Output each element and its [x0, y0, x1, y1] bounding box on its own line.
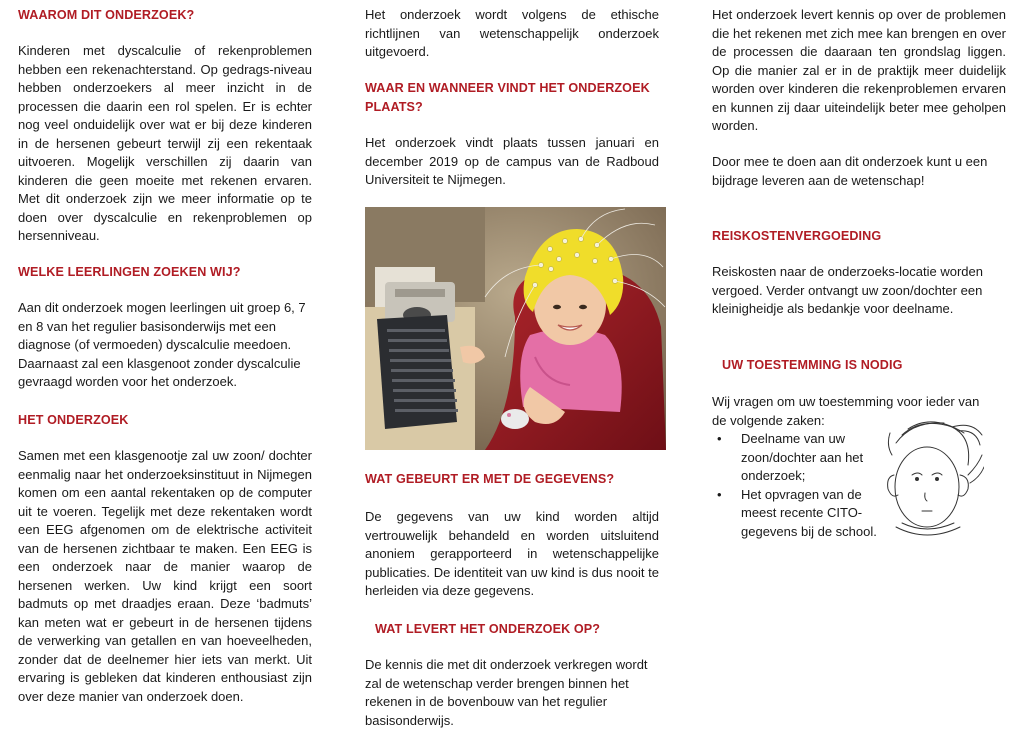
contribute-text-block — [712, 153, 1006, 190]
sketch-drawing — [872, 415, 984, 545]
paragraph-contribute: Door mee te doen aan dit onderzoek kunt u een bijdrage leveren aan de wetenschap! — [712, 154, 988, 188]
section-outcome — [375, 620, 669, 639]
section-travel — [712, 227, 1006, 246]
why-text-block — [18, 42, 312, 246]
paragraph-consent: Wij vragen om uw toestemming voor ieder van de volgende zaken: — [712, 394, 980, 428]
outcome-text-block — [365, 656, 659, 730]
knowledge-text-block — [712, 6, 1006, 136]
heading-outcome: WAT LEVERT HET ONDERZOEK OP? — [375, 622, 601, 636]
section-consent — [722, 356, 1016, 375]
section-where-when — [365, 79, 659, 116]
section-data — [365, 470, 659, 489]
travel-text-block — [712, 263, 1006, 319]
who-text-block — [18, 299, 312, 392]
where-text-block — [365, 134, 659, 190]
heading-the-research: HET ONDERZOEK — [18, 413, 129, 427]
paragraph-data: De gegevens van uw kind worden altijd vertrouwelijk behandeld en worden uitsluitend anoniem gerapporteerd in wetenschappelijke publicaties. De identiteit van uw kind is dus nooit te herleiden via deze gegevens. — [365, 509, 659, 598]
section-research — [18, 411, 312, 430]
paragraph-why-research: Kinderen met dyscalculie of rekenproblemen hebben een rekenachterstand. Op gedrags-niveau hebben onderzoekers al meer inzicht in de processen die daarin een rol spelen. Er is echter nog veel onduidelijk over wat er bij deze kinderen in de hersenen gebeurt terwijl zij een rekentaak uitvoeren. Mogelijk verschillen zij daarin van kinderen die geen moeite met rekenen ervaren. Met dit onderzoek zijn we meer informatie op te doen over dyscalculie en rekenproblemen op hersenniveau. — [18, 43, 312, 243]
data-text-block — [365, 508, 659, 601]
paragraph-which-students: Aan dit onderzoek mogen leerlingen uit groep 6, 7 en 8 van het regulier basisonderwijs met een diagnose (of vermoeden) dyscalculie meedoen. Daarnaast zal een klasgenoot zonder dyscalculie gevraagd worden voor het onderzoek. — [18, 300, 306, 389]
paragraph-travel-costs: Reiskosten naar de onderzoeks-locatie worden vergoed. Verder ontvangt uw zoon/dochter een kleinigheidje als bedankje voor deelname. — [712, 264, 983, 316]
eeg-photo-illustration — [365, 207, 666, 450]
heading-travel-costs: REISKOSTENVERGOEDING — [712, 229, 882, 243]
list-item: • Deelname van uw zoon/dochter aan het onderzoek; — [712, 430, 881, 486]
section-why — [18, 6, 312, 25]
paragraph-outcome: De kennis die met dit onderzoek verkregen wordt zal de wetenschap verder brengen binnen het rekenen in de bovenbouw van het regulier basisonderwijs. — [365, 657, 648, 728]
section-who — [18, 263, 312, 282]
paragraph-knowledge: Het onderzoek levert kennis op over de problemen die het rekenen met zich mee kan brengen en over de processen die daaraan ten grondslag liggen. Op die manier zal er in de praktijk meer duidelijk worden over kinderen die rekenproblemen ervaren en kunnen zij daar uiteindelijk beter mee geholpen worden. — [712, 7, 1006, 133]
heading-data: WAT GEBEURT ER MET DE GEGEVENS? — [365, 472, 615, 486]
photo-child-eeg-cap — [365, 207, 666, 450]
child-sketch-illustration — [872, 415, 984, 550]
paragraph-ethics: Het onderzoek wordt volgens de ethische richtlijnen van wetenschappelijk onderzoek uitgevoerd. — [365, 7, 659, 59]
heading-why-research: WAAROM DIT ONDERZOEK? — [18, 8, 195, 22]
heading-which-students: WELKE LEERLINGEN ZOEKEN WIJ? — [18, 265, 241, 279]
paragraph-the-research: Samen met een klasgenootje zal uw zoon/ dochter eenmalig naar het onderzoeksinstituut in Nijmegen komen om een aantal rekentaken op de computer uit te voeren. Tegelijk met deze rekentaken wordt een EEG afgenomen om de elektrische activiteit van de hersenen zichtbaar te maken. Een EEG is een onderzoek naar de manier waarop de hersenen werken. Uw kind krijgt een soort badmuts op met draadjes eraan. Deze ‘badmuts’ kan meten wat er gebeurt in de hersenen tijdens de verwerking van getallen en van hoeveelheden, zonder dat de deelnemer hier iets van merkt. Uit ervaring is gebleken dat kinderen enthousiast zijn over deze manier van onderzoek doen. — [18, 448, 312, 704]
paragraph-where-when: Het onderzoek vindt plaats tussen januari en december 2019 op de campus van de Radboud Universiteit te Nijmegen. — [365, 135, 659, 187]
heading-where-when: WAAR EN WANNEER VINDT HET ONDERZOEK PLAATS? — [365, 81, 650, 114]
research-text-block — [18, 447, 312, 706]
list-item: • Het opvragen van de meest recente CITO-gegevens bij de school. — [712, 486, 881, 542]
heading-consent: UW TOESTEMMING IS NODIG — [722, 358, 903, 372]
ethics-text-block — [365, 6, 659, 62]
